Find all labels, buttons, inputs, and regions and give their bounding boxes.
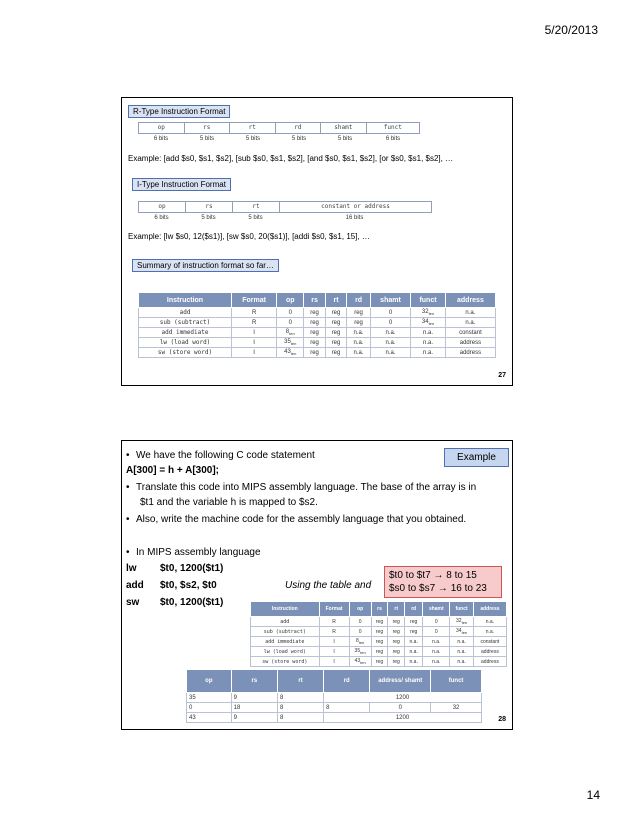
summary-header: funct: [450, 602, 474, 617]
bullet-icon: •: [126, 514, 130, 525]
mc-header: rd: [324, 670, 370, 693]
table-cell: reg: [371, 657, 388, 667]
table-cell: 18: [231, 703, 277, 713]
table-cell: address: [473, 647, 506, 657]
table-cell: reg: [371, 617, 388, 627]
table-cell: reg: [304, 348, 325, 358]
itype-bits: 5 bits: [201, 215, 216, 221]
summary-header: rs: [304, 293, 325, 308]
table-cell: 0: [277, 318, 304, 328]
table-cell: reg: [304, 328, 325, 338]
table-cell: lw (load word): [139, 338, 232, 348]
summary-header: Instruction: [251, 602, 320, 617]
table-cell: reg: [325, 308, 346, 318]
table-row: [139, 338, 496, 348]
table-cell: $35_{ten}$: [349, 647, 371, 657]
table-cell: reg: [371, 647, 388, 657]
table-cell: I: [232, 348, 277, 358]
table-cell: reg: [371, 627, 388, 637]
table-cell: 0: [423, 617, 450, 627]
page-date: 5/20/2013: [544, 23, 598, 37]
table-cell: I: [232, 328, 277, 338]
slide-27: [121, 97, 513, 386]
table-cell: $34_{ten}$: [411, 318, 446, 328]
table-cell: address: [473, 657, 506, 667]
asm-op: sw: [126, 597, 140, 608]
table-row: [139, 348, 496, 358]
summary-header: Format: [319, 602, 349, 617]
table-cell: reg: [347, 308, 371, 318]
table-cell: sub (subtract): [139, 318, 232, 328]
table-cell: I: [319, 647, 349, 657]
table-cell: n.a.: [423, 657, 450, 667]
asm-line: [126, 563, 223, 574]
table-row: [187, 713, 482, 723]
table-cell: n.a.: [347, 348, 371, 358]
table-cell: 32: [431, 703, 482, 713]
rtype-field: rt: [230, 123, 276, 133]
table-cell: n.a.: [473, 627, 506, 637]
bullet-line: [126, 450, 315, 461]
mc-header: rs: [231, 670, 277, 693]
mc-header: op: [187, 670, 232, 693]
table-cell: n.a.: [347, 338, 371, 348]
table-cell: $43_{ten}$: [277, 348, 304, 358]
bullet-icon: •: [126, 482, 130, 493]
summary-header: Format: [232, 293, 277, 308]
table-row: [139, 318, 496, 328]
bullet-text: Translate this code into MIPS assembly language. The base of the array is in: [136, 482, 477, 493]
table-cell: sw (store word): [251, 657, 320, 667]
table-cell: n.a.: [450, 657, 474, 667]
table-cell: n.a.: [405, 657, 423, 667]
table-cell: $8_{ten}$: [349, 637, 371, 647]
slide-28: [121, 440, 513, 730]
example-badge: Example: [444, 448, 509, 467]
table-row: [251, 627, 507, 637]
table-cell: 8: [278, 693, 324, 703]
table-cell: add: [251, 617, 320, 627]
register-map-line: $t0 to $t7 → 8 to 15: [389, 570, 477, 581]
table-cell: address: [445, 348, 495, 358]
table-cell: I: [232, 338, 277, 348]
asm-args: $t0, 1200($t1): [160, 597, 224, 608]
bullet-icon: •: [126, 547, 130, 558]
c-statement: A[300] = h + A[300];: [126, 465, 219, 476]
bullet-text: We have the following C code statement: [136, 450, 315, 461]
table-row: [251, 617, 507, 627]
table-cell: n.a.: [370, 338, 410, 348]
asm-line: [126, 597, 223, 608]
table-cell: I: [319, 637, 349, 647]
table-cell: constant: [445, 328, 495, 338]
mc-header: funct: [431, 670, 482, 693]
summary-header: rd: [405, 602, 423, 617]
table-cell: lw (load word): [251, 647, 320, 657]
register-mapping-box: [384, 566, 502, 598]
table-cell: n.a.: [450, 647, 474, 657]
table-cell: $32_{ten}$: [411, 308, 446, 318]
bullet-text: In MIPS assembly language: [136, 547, 261, 558]
table-row: [187, 703, 482, 713]
table-cell: n.a.: [423, 637, 450, 647]
table-cell: reg: [325, 348, 346, 358]
rtype-example: Example: [add $s0, $s1, $s2], [sub $s0, $s1, $s2], [and $s0, $s1, $s2], [or $s0, $s1, $s2], …: [128, 154, 454, 163]
itype-field: rt: [233, 202, 280, 212]
table-cell: n.a.: [347, 328, 371, 338]
table-cell: sub (subtract): [251, 627, 320, 637]
table-cell: R: [232, 308, 277, 318]
table-row: [139, 328, 496, 338]
table-cell: 1200: [324, 713, 482, 723]
machine-code-table: [186, 669, 482, 723]
table-cell: R: [319, 617, 349, 627]
mc-header: address/ shamt: [370, 670, 431, 693]
itype-format-row: [138, 201, 432, 213]
slide-number: 27: [498, 372, 506, 379]
table-row: [187, 693, 482, 703]
table-cell: 9: [231, 693, 277, 703]
table-cell: reg: [347, 318, 371, 328]
table-cell: add: [139, 308, 232, 318]
rtype-bits-row: [138, 135, 418, 144]
rtype-field: rd: [276, 123, 322, 133]
table-cell: address: [445, 338, 495, 348]
rtype-field: rs: [185, 123, 231, 133]
table-cell: 0: [370, 308, 410, 318]
table-cell: 8: [278, 713, 324, 723]
table-cell: add immediate: [251, 637, 320, 647]
table-cell: 35: [187, 693, 232, 703]
summary-header: rd: [347, 293, 371, 308]
itype-bits: 5 bits: [248, 215, 263, 221]
table-cell: R: [319, 627, 349, 637]
table-cell: constant: [473, 637, 506, 647]
rtype-bits: 6 bits: [385, 136, 401, 142]
table-cell: reg: [304, 318, 325, 328]
table-cell: 0: [187, 703, 232, 713]
table-cell: n.a.: [445, 318, 495, 328]
rtype-format-row: [138, 122, 420, 134]
table-cell: n.a.: [370, 348, 410, 358]
table-cell: n.a.: [411, 338, 446, 348]
asm-op: lw: [126, 563, 137, 574]
table-row: [251, 647, 507, 657]
table-cell: $8_{ten}$: [277, 328, 304, 338]
table-cell: $32_{ten}$: [450, 617, 474, 627]
summary-header: address: [473, 602, 506, 617]
table-cell: reg: [405, 617, 423, 627]
table-cell: n.a.: [370, 328, 410, 338]
table-cell: $35_{ten}$: [277, 338, 304, 348]
page-number: 14: [586, 788, 600, 802]
summary-header: rt: [325, 293, 346, 308]
bullet-line: [126, 482, 476, 493]
table-cell: I: [319, 657, 349, 667]
table-cell: reg: [325, 318, 346, 328]
summary-header: shamt: [423, 602, 450, 617]
table-cell: add immediate: [139, 328, 232, 338]
table-cell: 0: [349, 627, 371, 637]
bullet-icon: •: [126, 450, 130, 461]
table-cell: sw (store word): [139, 348, 232, 358]
itype-field: rs: [186, 202, 233, 212]
rtype-bits: 6 bits: [153, 136, 169, 142]
rtype-field: shamt: [321, 123, 367, 133]
table-cell: reg: [325, 328, 346, 338]
asm-line: [126, 580, 217, 591]
table-cell: $43_{ten}$: [349, 657, 371, 667]
rtype-field: funct: [383, 124, 402, 131]
summary-table: [138, 292, 496, 358]
rtype-bits: 5 bits: [199, 136, 215, 142]
table-cell: reg: [304, 308, 325, 318]
table-cell: $34_{ten}$: [450, 627, 474, 637]
itype-bits: 16 bits: [345, 215, 364, 221]
bullet-line: [126, 547, 261, 558]
table-cell: 0: [349, 617, 371, 627]
rtype-label: R-Type Instruction Format: [128, 105, 230, 118]
table-cell: reg: [388, 627, 405, 637]
summary-header: rs: [371, 602, 388, 617]
table-cell: reg: [388, 637, 405, 647]
asm-args: $t0, 1200($t1): [160, 563, 224, 574]
itype-bits: 6 bits: [154, 215, 169, 221]
table-cell: 43: [187, 713, 232, 723]
table-cell: n.a.: [423, 647, 450, 657]
table-cell: n.a.: [450, 637, 474, 647]
table-row: [139, 308, 496, 318]
table-cell: n.a.: [405, 637, 423, 647]
summary-header: op: [277, 293, 304, 308]
rtype-bits: 5 bits: [245, 136, 261, 142]
table-cell: n.a.: [445, 308, 495, 318]
summary-header: Instruction: [139, 293, 232, 308]
rtype-field: op: [139, 123, 185, 133]
table-cell: R: [232, 318, 277, 328]
table-cell: 8: [324, 703, 370, 713]
table-cell: reg: [371, 637, 388, 647]
table-cell: reg: [388, 617, 405, 627]
itype-field: constant or address: [321, 203, 390, 210]
table-cell: 0: [277, 308, 304, 318]
itype-example: Example: [lw $s0, 12($s1)], [sw $s0, 20($s1)], [addi $s0, $s1, 15], …: [128, 232, 370, 241]
table-cell: 0: [370, 318, 410, 328]
table-cell: 9: [231, 713, 277, 723]
rtype-bits: 5 bits: [291, 136, 307, 142]
bullet-line: [126, 514, 466, 525]
table-cell: 1200: [324, 693, 482, 703]
itype-bits-row: [138, 214, 430, 223]
table-cell: reg: [304, 338, 325, 348]
rtype-bits: 5 bits: [337, 136, 353, 142]
table-cell: reg: [388, 647, 405, 657]
summary-label: Summary of instruction format so far…: [132, 259, 279, 272]
summary-table-small: [250, 601, 507, 667]
table-cell: n.a.: [411, 348, 446, 358]
table-cell: n.a.: [405, 647, 423, 657]
itype-label: I-Type Instruction Format: [132, 178, 231, 191]
table-cell: n.a.: [411, 328, 446, 338]
table-cell: n.a.: [473, 617, 506, 627]
bullet-text: Also, write the machine code for the assembly language that you obtained.: [136, 514, 467, 525]
table-row: [251, 657, 507, 667]
summary-header: address: [445, 293, 495, 308]
register-map-line: $s0 to $s7 → 16 to 23: [389, 583, 487, 594]
asm-args: $t0, $s2, $t0: [160, 580, 217, 591]
bullet-continuation: $t1 and the variable h is mapped to $s2.: [140, 497, 318, 508]
using-table-text: Using the table and: [285, 580, 372, 591]
asm-op: add: [126, 580, 144, 591]
table-cell: reg: [388, 657, 405, 667]
summary-header: funct: [411, 293, 446, 308]
table-cell: 0: [370, 703, 431, 713]
slide-number: 28: [498, 716, 506, 723]
table-cell: 8: [278, 703, 324, 713]
table-cell: 0: [423, 627, 450, 637]
table-row: [251, 637, 507, 647]
summary-header: op: [349, 602, 371, 617]
summary-header: rt: [388, 602, 405, 617]
table-cell: reg: [325, 338, 346, 348]
mc-header: rt: [278, 670, 324, 693]
table-cell: reg: [405, 627, 423, 637]
itype-field: op: [139, 202, 186, 212]
summary-header: shamt: [370, 293, 410, 308]
